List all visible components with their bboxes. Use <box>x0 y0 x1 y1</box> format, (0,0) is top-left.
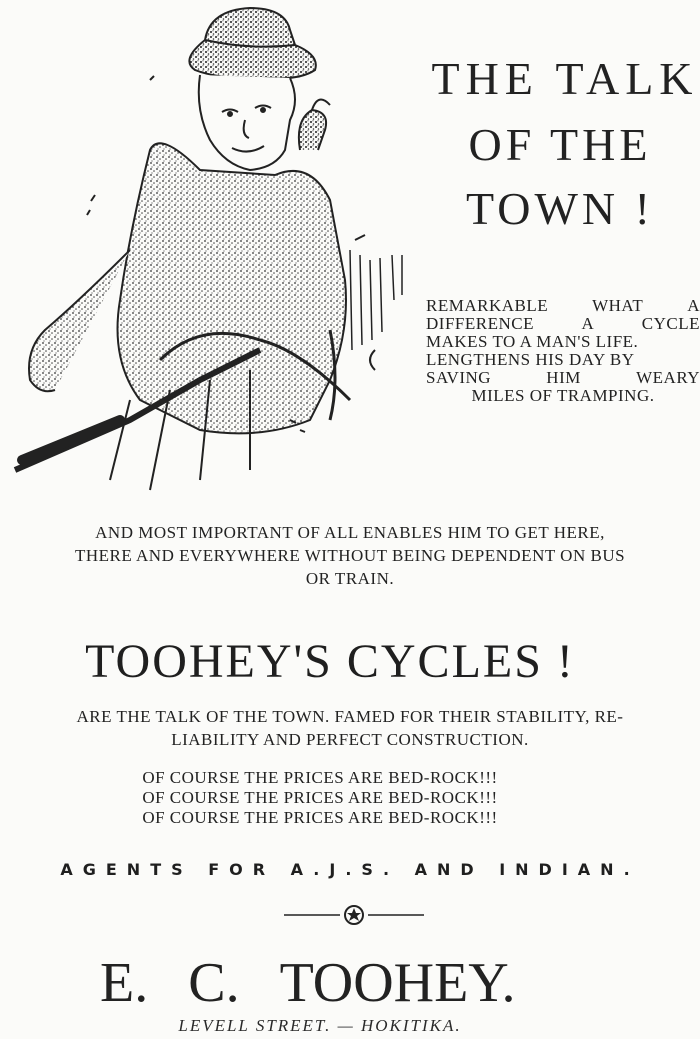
side-copy-line <box>426 369 700 387</box>
price-lines <box>0 768 640 828</box>
side-copy-word: WEARY <box>636 368 700 387</box>
side-copy-word: MAKES TO A MAN'S LIFE. <box>426 332 639 351</box>
side-copy-word: CYCLE <box>641 314 700 333</box>
paragraph-features <box>0 705 700 751</box>
merchant-initial: E. <box>100 952 149 1014</box>
side-copy-line <box>426 333 700 351</box>
price-line: OF COURSE THE PRICES ARE BED-ROCK!!! <box>142 808 498 827</box>
price-line: OF COURSE THE PRICES ARE BED-ROCK!!! <box>142 788 498 807</box>
paragraph-line: LIABILITY AND PERFECT CONSTRUCTION. <box>171 730 529 749</box>
paragraph-line: THERE AND EVERYWHERE WITHOUT BEING DEPENDENT ON BUS <box>74 546 626 565</box>
merchant-initial: C. <box>188 952 240 1014</box>
paragraph-intro <box>0 521 700 590</box>
man-with-bicycle-illustration <box>0 0 420 500</box>
side-copy-word: REMARKABLE <box>426 296 549 315</box>
side-copy-word: SAVING <box>426 368 492 387</box>
paragraph-line: ARE THE TALK OF THE TOWN. FAMED FOR THEIR STABILITY, RE- <box>76 707 624 726</box>
brand-title: TOOHEY'S CYCLES ! <box>85 635 575 688</box>
headline-line-1: THE TALK <box>431 53 699 104</box>
agents-line: AGENTS FOR A.J.S. AND INDIAN. <box>60 860 640 879</box>
headline-line-2: OF THE <box>468 119 652 170</box>
merchant-surname: TOOHEY. <box>279 952 516 1014</box>
side-copy-word: MILES OF TRAMPING. <box>471 386 655 405</box>
paragraph-line: AND MOST IMPORTANT OF ALL ENABLES HIM TO GET HERE, <box>95 523 605 542</box>
side-copy-line <box>426 351 700 369</box>
side-copy <box>426 297 700 405</box>
side-copy-word: DIFFERENCE <box>426 314 534 333</box>
paragraph-line: OR TRAIN. <box>305 569 395 588</box>
side-copy-word: A <box>687 296 700 315</box>
star-divider-icon <box>284 902 424 928</box>
merchant-name <box>100 951 660 1015</box>
price-line: OF COURSE THE PRICES ARE BED-ROCK!!! <box>142 768 498 787</box>
side-copy-word: LENGTHENS HIS DAY BY <box>426 350 635 369</box>
side-copy-word: WHAT <box>592 296 644 315</box>
side-copy-word: HIM <box>546 368 581 387</box>
footer-address: LEVELL STREET. — HOKITIKA. <box>178 1016 462 1035</box>
headline-line-3: TOWN ! <box>466 183 654 234</box>
side-copy-word: A <box>581 314 595 333</box>
side-copy-line <box>426 315 700 333</box>
side-copy-line <box>426 387 700 405</box>
side-copy-line <box>426 297 700 315</box>
